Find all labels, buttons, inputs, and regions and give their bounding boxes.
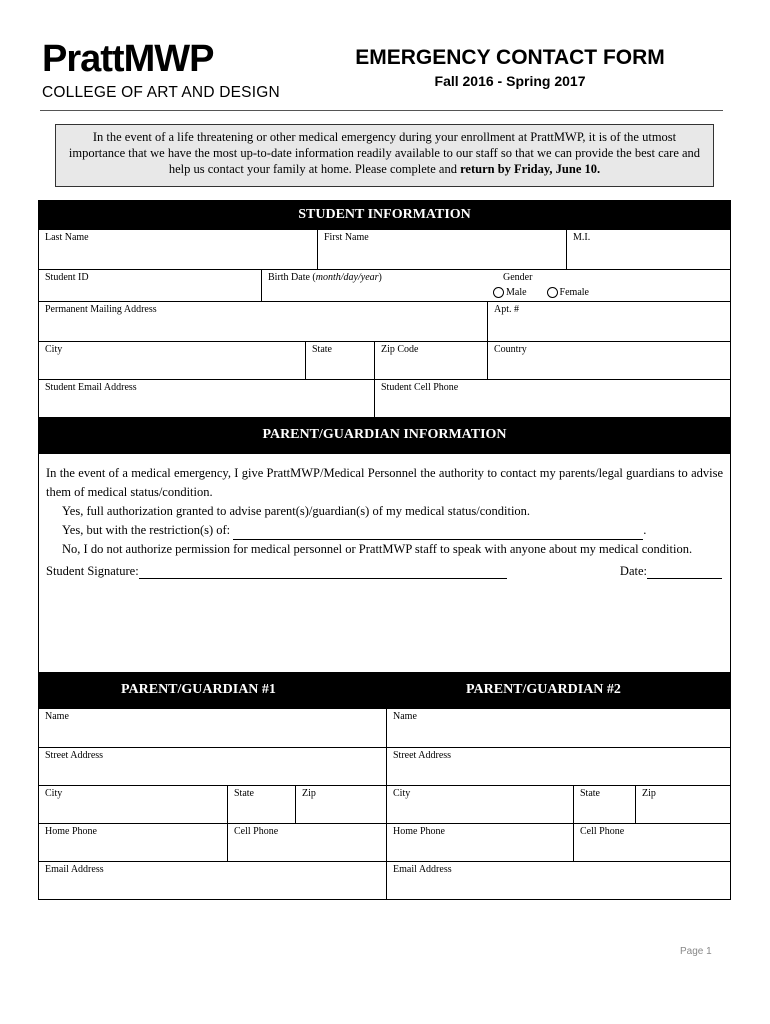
birth-date-field[interactable] — [261, 270, 487, 301]
guardian-email-row — [39, 861, 730, 899]
guardian-1-zip-label: Zip — [302, 788, 316, 799]
middle-initial-label: M.I. — [573, 232, 591, 243]
signature-row — [46, 564, 722, 579]
notice-text: In the event of a life threatening or other medical emergency during your enrollment at PrattMWP, it is of the utmost importance that we have the most up-to-date information readily available to our staff so that we can provide the best care and help us contact your family at home. Please complete and — [68, 130, 701, 176]
page-number: Page 1 — [680, 946, 712, 957]
guardian-2-street-field[interactable] — [386, 748, 730, 785]
address-row — [39, 301, 730, 341]
signature-line[interactable] — [139, 578, 507, 579]
guardians-section — [38, 672, 731, 900]
zip-code-field[interactable] — [374, 342, 487, 379]
signature-field[interactable] — [46, 564, 507, 579]
male-radio-icon[interactable] — [493, 287, 504, 298]
date-label: Date: — [619, 564, 647, 578]
birth-date-label: Birth Date (month/day/year) — [268, 272, 382, 283]
female-radio-icon[interactable] — [547, 287, 558, 298]
guardian-1-street-field[interactable] — [39, 748, 386, 785]
guardian-2-home-phone-label: Home Phone — [393, 826, 445, 837]
date-line[interactable] — [647, 578, 722, 579]
guardian-1-zip-field[interactable] — [295, 786, 386, 823]
option-restricted-authorization[interactable]: Yes, but with the restriction(s) of: . — [46, 521, 723, 540]
guardian-1-home-phone-label: Home Phone — [45, 826, 97, 837]
guardian-2-city-label: City — [393, 788, 411, 799]
signature-label: Student Signature: — [46, 564, 139, 578]
first-name-field[interactable] — [317, 230, 566, 269]
option-no-authorization[interactable]: No, I do not authorize permission for medical personnel or PrattMWP staff to speak with anyone about my medical condition. — [62, 542, 693, 556]
student-information-section — [38, 200, 731, 419]
guardian-2-header: PARENT/GUARDIAN #2 — [466, 682, 621, 697]
guardian-1-state-field[interactable] — [227, 786, 295, 823]
parent-guardian-section — [38, 417, 731, 672]
guardian-1-city-label: City — [45, 788, 63, 799]
student-id-label: Student ID — [45, 272, 89, 283]
guardian-2-email-field[interactable] — [386, 862, 730, 899]
female-label: Female — [559, 287, 589, 298]
student-cell-field[interactable] — [374, 380, 730, 418]
header-divider — [40, 110, 723, 111]
guardian-phone-row — [39, 823, 730, 861]
guardian-1-name-field[interactable] — [39, 709, 386, 747]
guardian-city-row — [39, 785, 730, 823]
student-email-field[interactable] — [39, 380, 374, 418]
option-full-authorization[interactable]: Yes, full authorization granted to advise parent(s)/guardian(s) of my medical status/condition. — [62, 504, 531, 518]
form-title: EMERGENCY CONTACT FORM — [355, 46, 665, 69]
country-label: Country — [494, 344, 527, 355]
mailing-address-field[interactable] — [39, 302, 487, 341]
college-logo — [42, 40, 280, 102]
contact-row — [39, 379, 730, 418]
guardian-1-cell-phone-label: Cell Phone — [234, 826, 279, 837]
guardian-2-city-field[interactable] — [386, 786, 573, 823]
notice-box — [55, 124, 714, 187]
male-label: Male — [506, 287, 527, 298]
city-label: City — [45, 344, 63, 355]
guardian-street-row — [39, 747, 730, 785]
logo-subtitle: COLLEGE OF ART AND DESIGN — [42, 84, 280, 101]
apt-label: Apt. # — [494, 304, 519, 315]
student-id-field[interactable] — [39, 270, 261, 301]
city-field[interactable] — [39, 342, 305, 379]
gender-options — [493, 287, 724, 298]
guardian-2-state-label: State — [580, 788, 600, 799]
last-name-field[interactable] — [39, 230, 317, 269]
guardian-1-state-label: State — [234, 788, 254, 799]
guardian-2-name-label: Name — [393, 711, 417, 722]
gender-male-option[interactable] — [493, 287, 527, 298]
guardian-1-header: PARENT/GUARDIAN #1 — [121, 682, 276, 697]
guardian-2-cell-phone-field[interactable] — [573, 824, 730, 861]
authorization-text — [39, 454, 730, 559]
first-name-label: First Name — [324, 232, 369, 243]
guardian-2-state-field[interactable] — [573, 786, 635, 823]
guardian-1-cell-phone-field[interactable] — [227, 824, 386, 861]
parent-guardian-header: PARENT/GUARDIAN INFORMATION — [39, 418, 730, 454]
guardian-2-zip-field[interactable] — [635, 786, 730, 823]
gender-field — [487, 270, 730, 301]
middle-initial-field[interactable] — [566, 230, 730, 269]
student-email-label: Student Email Address — [45, 382, 137, 393]
student-information-header: STUDENT INFORMATION — [39, 201, 730, 230]
guardian-2-street-label: Street Address — [393, 750, 452, 761]
id-row — [39, 269, 730, 301]
gender-label: Gender — [503, 272, 533, 283]
guardian-1-city-field[interactable] — [39, 786, 227, 823]
authorization-intro: In the event of a medical emergency, I give PrattMWP/Medical Personnel the authority to contact my parents/legal guardians to advise them of medical status/condition. — [46, 466, 723, 499]
guardian-1-email-field[interactable] — [39, 862, 386, 899]
notice-deadline: return by Friday, June 10. — [460, 162, 601, 176]
last-name-label: Last Name — [45, 232, 89, 243]
name-row — [39, 230, 730, 269]
zip-code-label: Zip Code — [381, 344, 419, 355]
guardian-2-name-field[interactable] — [386, 709, 730, 747]
guardian-1-home-phone-field[interactable] — [39, 824, 227, 861]
guardian-2-zip-label: Zip — [642, 788, 656, 799]
mailing-address-label: Permanent Mailing Address — [45, 304, 157, 315]
guardians-header — [39, 673, 730, 709]
gender-female-option[interactable] — [547, 287, 589, 298]
guardian-1-email-label: Email Address — [45, 864, 104, 875]
student-cell-label: Student Cell Phone — [381, 382, 459, 393]
guardian-2-email-label: Email Address — [393, 864, 452, 875]
guardian-1-street-label: Street Address — [45, 750, 104, 761]
state-label: State — [312, 344, 332, 355]
guardian-1-name-label: Name — [45, 711, 69, 722]
form-subtitle: Fall 2016 - Spring 2017 — [434, 73, 586, 89]
guardian-2-home-phone-field[interactable] — [386, 824, 573, 861]
guardian-name-row — [39, 709, 730, 747]
city-row — [39, 341, 730, 379]
date-field[interactable] — [620, 564, 722, 579]
state-field[interactable] — [305, 342, 374, 379]
guardian-2-cell-phone-label: Cell Phone — [580, 826, 625, 837]
apt-field[interactable] — [487, 302, 730, 341]
country-field[interactable] — [487, 342, 730, 379]
logo-wordmark: PrattMWP — [42, 38, 214, 80]
